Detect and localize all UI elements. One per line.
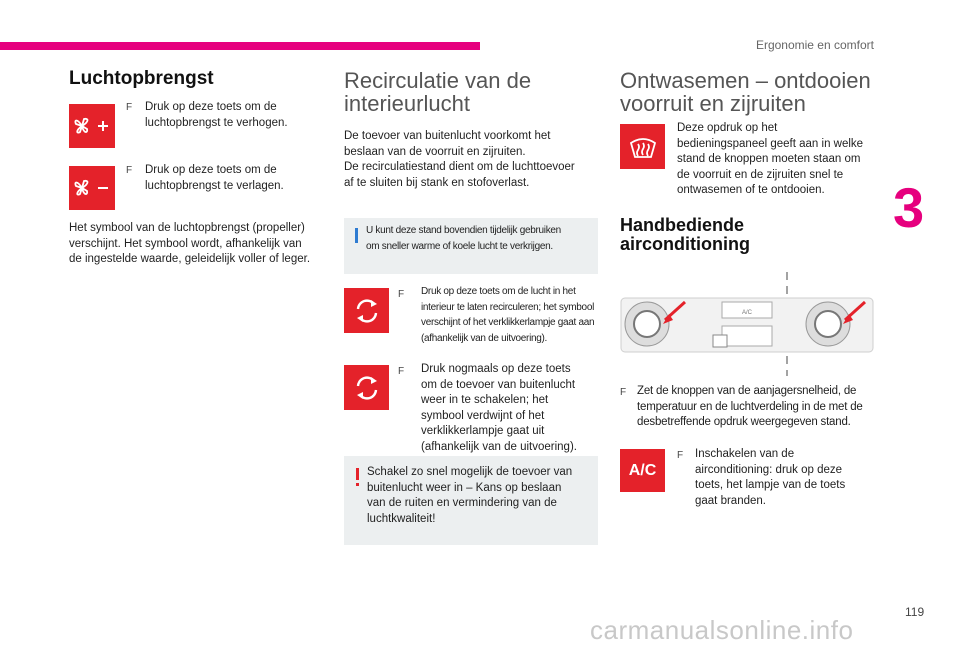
warning-box bbox=[344, 456, 598, 545]
warning-icon bbox=[356, 468, 359, 480]
info-box bbox=[344, 218, 598, 274]
recirculation-icon bbox=[344, 365, 389, 410]
chapter-accent-bar bbox=[0, 42, 480, 50]
chapter-number: 3 bbox=[893, 176, 925, 239]
defrost-icon bbox=[620, 124, 665, 169]
section-title-demist: Ontwasemen – ontdooien voorruit en zijruiten bbox=[620, 68, 871, 116]
fan-plus-icon bbox=[69, 104, 115, 148]
section-title-recirculation: Recirculatie van de interieurlucht bbox=[344, 68, 532, 116]
bullet-marker: F bbox=[398, 289, 405, 300]
recirculation-icon bbox=[344, 288, 389, 333]
info-icon bbox=[355, 228, 358, 243]
knob-setting-text: Zet de knoppen van de aanjagersnelheid, de temperatuur en de luchtverdeling in de met de desbetreffende opdruk weergegeven stand. bbox=[637, 385, 863, 428]
page-number: 119 bbox=[905, 605, 925, 619]
fan-increase-text: Druk op deze toets om de luchtopbrengst te verhogen. bbox=[145, 101, 288, 129]
ac-icon: A/C bbox=[620, 449, 665, 492]
bullet-marker: F bbox=[126, 165, 133, 176]
panel-ac-label: A/C bbox=[741, 310, 753, 316]
ac-on-text: Inschakelen van de airconditioning: druk op deze toets, het lampje van de toets gaat branden. bbox=[695, 448, 846, 507]
bullet-marker: F bbox=[677, 450, 684, 461]
chapter-title: Ergonomie en comfort bbox=[755, 38, 874, 52]
recirculation-paragraph: De toevoer van buitenlucht voorkomt het beslaan van de voorruit en zijruiten. De recirculatiestand dient om de luchttoevoer af te sluiten bij stank en stofoverlast. bbox=[344, 130, 575, 189]
defrost-text: Deze opdruk op het bedieningspaneel geeft aan in welke stand de knoppen moeten staan om de voorruit en de zijruiten snel te ontwasemen of te ontdooien. bbox=[677, 122, 864, 196]
bullet-marker: F bbox=[398, 366, 405, 377]
section-title-air-flow: Luchtopbrengst bbox=[69, 68, 214, 89]
air-flow-paragraph: Het symbool van de luchtopbrengst (propeller) verschijnt. Het symbool wordt, afhankelijk van de ingestelde waarde, geleidelijk voller of leger. bbox=[69, 222, 311, 265]
fan-minus-icon bbox=[69, 166, 115, 210]
warning-text: Schakel zo snel mogelijk de toevoer van buitenlucht weer in – Kans op beslaan van de ruiten en vermindering van de luchtkwaliteit! bbox=[367, 466, 573, 525]
bullet-marker: F bbox=[126, 102, 133, 113]
watermark: carmanualsonline.info bbox=[590, 615, 854, 645]
info-text: U kunt deze stand bovendien tijdelijk gebruiken om sneller warme of koele lucht te verkrijgen. bbox=[366, 225, 561, 252]
recirculation-off-text: Druk nogmaals op deze toets om de toevoer van buitenlucht weer in te schakelen; het symbool verdwijnt of het verklikkerlampje gaat uit (afhankelijk van de uitvoering). bbox=[421, 363, 577, 453]
bullet-marker: F bbox=[620, 387, 627, 398]
recirculation-on-text: Druk op deze toets om de lucht in het interieur te laten recirculeren; het symbool verschijnt of het verklikkerlampje gaat aan (afhankelijk van de uitvoering). bbox=[421, 286, 595, 344]
warning-dot bbox=[356, 483, 359, 486]
section-title-manual-ac: Handbediende airconditioning bbox=[620, 215, 750, 254]
climate-panel-illustration bbox=[617, 272, 879, 376]
fan-decrease-text: Druk op deze toets om de luchtopbrengst te verlagen. bbox=[145, 164, 284, 192]
